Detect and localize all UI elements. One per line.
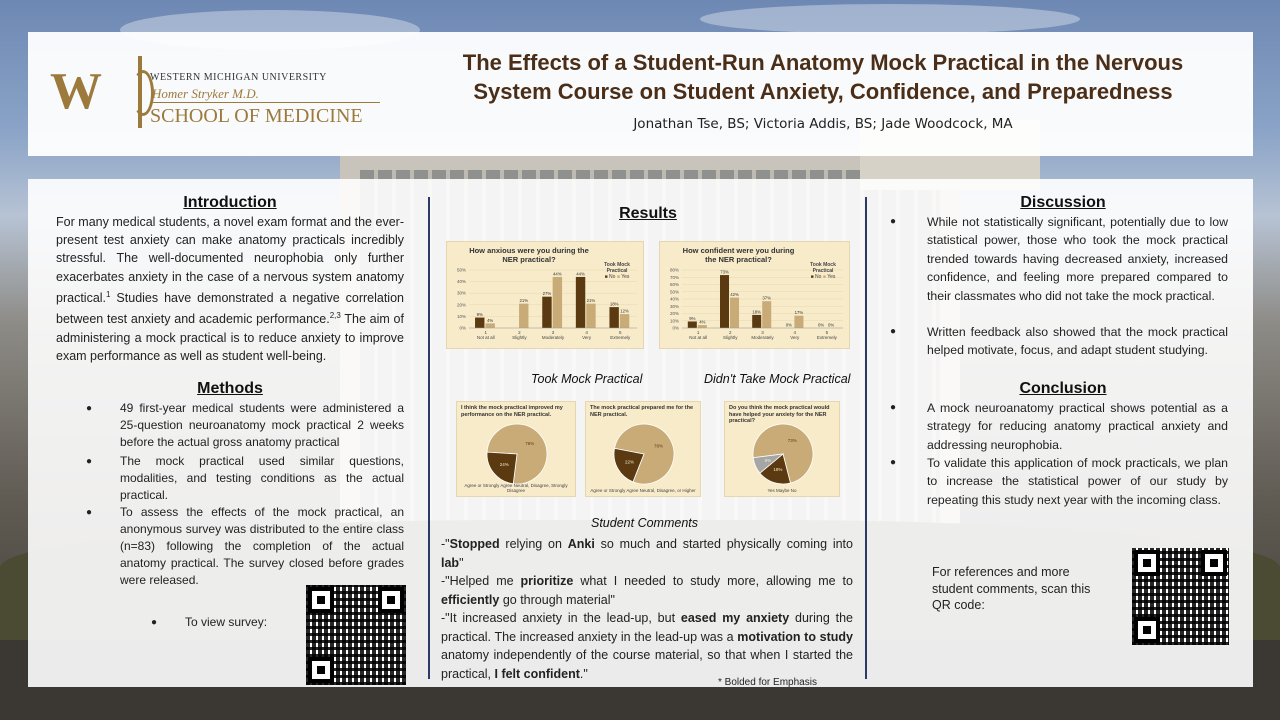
pie-slice-label: 76% [525, 440, 535, 446]
legend-no: ■ No ■ Yes [810, 274, 836, 280]
legend-title: Took Mock Practical [810, 262, 836, 274]
pie-slice-label: 78% [653, 443, 663, 449]
student-comment [441, 572, 853, 609]
comment-text: so much and started physically coming into [594, 537, 853, 551]
poster-authors: Jonathan Tse, BS; Victoria Addis, BS; Jade Woodcock, MA [633, 116, 1013, 132]
methods-bullet-2 [86, 453, 404, 504]
x-tick-label: 3 [761, 330, 764, 335]
comment-emphasis: lab [441, 555, 460, 570]
comment-text: anatomy independently of the course material, so that when I started the practical, [441, 648, 853, 681]
bar-no [609, 307, 618, 328]
bar-data-label: 0% [817, 322, 825, 328]
pie-1-title: I think the mock practical improved my performance on the NER practical. [461, 405, 563, 418]
introduction-heading: Introduction [183, 194, 277, 211]
pie-2-title: The mock practical prepared me for the NER practical. [590, 405, 694, 418]
x-tick-label: Very [582, 335, 592, 340]
logo-university: WESTERN MICHIGAN UNIVERSITY [150, 72, 327, 83]
didnt-take-mock-label: Didn't Take Mock Practical [704, 372, 851, 386]
methods-bullet-3-text: To assess the effects of the mock practical, an anonymous survey was distributed to the entire class (n=83) following the completion of the actual anatomy practical. The survey closed before grades were released. [120, 505, 404, 587]
bar-data-label: 44% [576, 271, 585, 277]
qr-finder [1201, 550, 1227, 576]
conclusion-bullet-2-text: To validate this application of mock practicals, we plan to increase the statistical power of our study by repeating this study next year with the incoming class. [927, 456, 1228, 507]
anxiety-chart-title: How anxious were you during the NER practical? [469, 246, 589, 264]
pie-2-legend: Agree or Strongly Agree Neutral, Disagree, or Higher [590, 488, 696, 493]
comment-emphasis: Stopped [449, 537, 500, 551]
y-tick-label: 60% [669, 282, 679, 287]
comment-text: -"Helped me [441, 574, 521, 588]
bar-data-label: 18% [752, 309, 762, 315]
methods-bullet-2-text: The mock practical used similar questions, modalities, and testing conditions as the actual practical. [120, 454, 404, 502]
x-tick-label: 3 [551, 330, 555, 335]
y-tick-label: 30% [456, 290, 466, 296]
x-tick-label: Extremely [816, 335, 837, 340]
legend-title: Took Mock Practical [604, 262, 630, 274]
intro-text-a: For many medical students, a novel exam format and the ever-present test anxiety can make anatomy practicals incredibly stressful. The well-documented neurophobia only further exacerbates anxiety in the case of a nervous system anatomy practical. [56, 215, 404, 305]
bar-yes [794, 316, 803, 328]
y-tick-label: 50% [669, 289, 679, 295]
logo-school: SCHOOL OF MEDICINE [150, 105, 363, 127]
bar-data-label: 17% [794, 310, 804, 316]
bar-data-label: 9% [689, 315, 696, 321]
bar-yes [553, 277, 562, 328]
y-tick-label: 10% [456, 313, 466, 319]
intro-sup-2: 2,3 [329, 311, 341, 321]
legend-yes-label: Yes [621, 274, 630, 280]
conclusion-heading: Conclusion [1019, 380, 1107, 397]
x-tick-label: Slightly [723, 335, 738, 340]
confidence-chart-legend [803, 262, 843, 280]
bullet-dot: ● [86, 507, 93, 518]
pie-would-help-anxiety [724, 401, 840, 497]
pie-slice-label: 24% [499, 462, 509, 468]
introduction-text [56, 213, 404, 365]
y-tick-label: 30% [669, 303, 679, 309]
student-comments-heading: Student Comments [591, 516, 698, 530]
bar-yes [586, 304, 595, 328]
discussion-bullet-2 [890, 323, 1228, 360]
column-divider-right [865, 197, 867, 679]
comment-text: what I needed to study more, allowing me to [573, 574, 853, 588]
bar-data-label: 42% [730, 292, 739, 298]
pie-2-svg [586, 402, 702, 498]
bar-data-label: 4% [699, 319, 706, 325]
bar-yes [485, 323, 494, 328]
legend-no-label: No [609, 274, 616, 280]
methods-bullet-1 [86, 400, 404, 451]
x-tick-label: Moderately [751, 335, 774, 340]
comment-emphasis: efficiently [441, 592, 500, 607]
discussion-bullet-2-text: Written feedback also showed that the mock practical helped motivate, focus, and adapt student studying. [927, 325, 1228, 358]
bar-data-label: 0% [828, 322, 835, 328]
bar-no [720, 275, 729, 328]
y-tick-label: 80% [669, 267, 679, 273]
y-tick-label: 10% [669, 318, 679, 324]
references-qr-code[interactable] [1132, 548, 1229, 645]
student-comments [441, 535, 853, 683]
results-heading: Results [619, 205, 677, 222]
intro-text-b: Studies have demonstrated a negative correlation between test anxiety and academic performance. [56, 290, 404, 327]
wmu-w-mark: W [50, 63, 98, 120]
comment-text: -"It increased anxiety in the lead-up, but [441, 611, 681, 625]
comment-emphasis: prioritize [520, 574, 574, 588]
bar-no [576, 277, 585, 328]
bar-data-label: 73% [720, 269, 729, 275]
bar-data-label: 18% [609, 301, 619, 307]
survey-link-label [151, 614, 325, 631]
comment-emphasis: Anki [567, 537, 595, 551]
y-tick-label: 50% [456, 267, 466, 273]
qr-finder [308, 657, 334, 683]
comment-text: go through material" [499, 592, 615, 607]
bar-yes [698, 325, 707, 328]
poster-body [28, 179, 1253, 687]
bullet-dot: ● [890, 216, 897, 227]
bullet-dot: ● [86, 403, 93, 414]
title-line-1: The Effects of a Student-Run Anatomy Mock Practical in the Nervous [462, 50, 1184, 75]
references-qr-text: For references and more student comments, scan this QR code: [932, 565, 1091, 612]
anxiety-chart-legend [597, 262, 637, 280]
pie-3-svg [725, 402, 841, 498]
pie-prepared [585, 401, 701, 497]
poster-header [28, 32, 1253, 156]
survey-label-text: To view survey: [185, 615, 268, 629]
bar-data-label: 12% [620, 308, 629, 314]
comment-text: relying on [499, 537, 568, 551]
x-tick-label: Not at all [689, 335, 707, 340]
bar-data-label: 21% [519, 298, 529, 304]
intro-text-c: The aim of administering a mock practical is to reduce anxiety to improve exam performance as well as student well-being. [56, 312, 404, 363]
y-tick-label: 0% [672, 325, 679, 331]
x-tick-label: 5 [825, 330, 829, 335]
column-divider-left [428, 197, 430, 679]
pie-improved-performance [456, 401, 576, 497]
comment-text: " [459, 555, 464, 570]
comment-text: during the practical. The increased anxiety in the lead-up was a [441, 611, 853, 644]
qr-finder [1134, 550, 1160, 576]
pie-slice-label: 22% [625, 459, 635, 465]
caduceus-icon [138, 56, 142, 128]
bar-yes [762, 301, 771, 328]
pie-slice-label: 18% [773, 467, 783, 473]
bar-no [688, 321, 697, 328]
y-tick-label: 0% [459, 325, 466, 331]
logo-rule [150, 102, 380, 103]
y-tick-label: 40% [669, 296, 679, 302]
logo-name: Homer Stryker M.D. [152, 86, 259, 101]
pie-slice-label: 9% [764, 458, 772, 464]
x-tick-label: Moderately [541, 335, 565, 340]
qr-finder [308, 587, 334, 613]
x-tick-label: 5 [618, 330, 622, 335]
methods-bullet-3 [86, 504, 404, 589]
bar-no [752, 315, 761, 328]
comment-emphasis: I felt confident [494, 666, 580, 681]
poster-title [408, 48, 1238, 106]
conclusion-bullet-2 [890, 454, 1228, 509]
student-comment [441, 609, 853, 683]
discussion-bullet-1 [890, 213, 1228, 305]
conclusion-bullet-1 [890, 399, 1228, 454]
took-mock-label: Took Mock Practical [531, 372, 643, 386]
y-tick-label: 70% [669, 274, 679, 280]
x-tick-label: 1 [696, 330, 700, 335]
pie-1-legend: Agree or Strongly Agree Neutral, Disagree, Strongly Disagree [464, 483, 568, 493]
x-tick-label: Slightly [512, 335, 527, 340]
survey-qr-code[interactable] [306, 585, 406, 685]
comment-text: ." [579, 666, 588, 681]
bar-data-label: 0% [785, 322, 793, 328]
bullet-dot: ● [890, 457, 897, 468]
bar-data-label: 37% [762, 295, 772, 301]
qr-finder [378, 587, 404, 613]
x-tick-label: Not at all [476, 335, 495, 340]
anxiety-bar-chart [446, 241, 644, 349]
legend-no: ■ No ■ Yes [604, 274, 630, 280]
title-line-2: System Course on Student Anxiety, Confidence, and Preparedness [473, 79, 1173, 104]
bar-data-label: 21% [586, 298, 596, 304]
x-tick-label: 4 [793, 330, 796, 335]
bullet-dot: ● [890, 402, 897, 413]
discussion-heading: Discussion [1020, 194, 1106, 211]
x-tick-label: 2 [518, 330, 521, 335]
bar-data-label: 44% [553, 271, 562, 277]
legend-no-label: No [815, 274, 822, 280]
comment-emphasis: eased my anxiety [680, 611, 790, 625]
pie-slice [487, 452, 517, 484]
methods-bullet-1-text: 49 first-year medical students were administered a 25-question neuroanatomy mock practical 2 weeks before the actual gross anatomy practical [120, 401, 404, 449]
x-tick-label: 4 [585, 330, 588, 335]
confidence-chart-title: How confident were you during the NER practical? [682, 246, 795, 264]
bar-yes [730, 298, 739, 328]
bar-no [475, 318, 484, 328]
confidence-bar-chart [659, 241, 850, 349]
bar-no [542, 297, 551, 328]
x-tick-label: 1 [484, 330, 488, 335]
comment-text: -" [441, 537, 450, 551]
bullet-dot: ● [890, 326, 897, 337]
pie-3-title: Do you think the mock practical would have helped your anxiety for the NER practical? [729, 405, 830, 424]
pie-slice-label: 73% [787, 437, 797, 443]
bullet-dot: ● [86, 456, 93, 467]
x-tick-label: 2 [729, 330, 732, 335]
methods-heading: Methods [197, 380, 263, 397]
legend-yes-label: Yes [827, 274, 836, 280]
y-tick-label: 20% [669, 311, 679, 316]
comment-emphasis: motivation to study [737, 629, 853, 644]
bullet-dot: ● [151, 617, 158, 628]
bar-data-label: 4% [487, 317, 494, 323]
bar-data-label: 9% [476, 312, 483, 318]
qr-finder [1134, 617, 1160, 643]
student-comment [441, 535, 853, 572]
intro-sup-1: 1 [106, 289, 111, 299]
emphasis-note: * Bolded for Emphasis [718, 677, 817, 688]
conclusion-bullet-1-text: A mock neuroanatomy practical shows potential as a strategy for reducing anatomy practical anxiety and addressing neurophobia. [927, 401, 1228, 452]
x-tick-label: Very [790, 335, 800, 340]
bar-yes [519, 304, 528, 328]
bar-data-label: 27% [542, 291, 552, 297]
y-tick-label: 20% [456, 302, 466, 308]
wmu-med-logo [50, 54, 390, 134]
discussion-bullet-1-text: While not statistically significant, potentially due to low statistical power, those who took the mock practical trended towards having decreased anxiety, increased confidence, and feeling more prepared compared to their classmates who did not take the mock practical. [927, 215, 1228, 303]
pie-3-legend: Yes Maybe No [767, 488, 797, 493]
x-tick-label: Extremely [610, 335, 631, 340]
y-tick-label: 40% [456, 279, 466, 285]
bar-yes [620, 314, 629, 328]
